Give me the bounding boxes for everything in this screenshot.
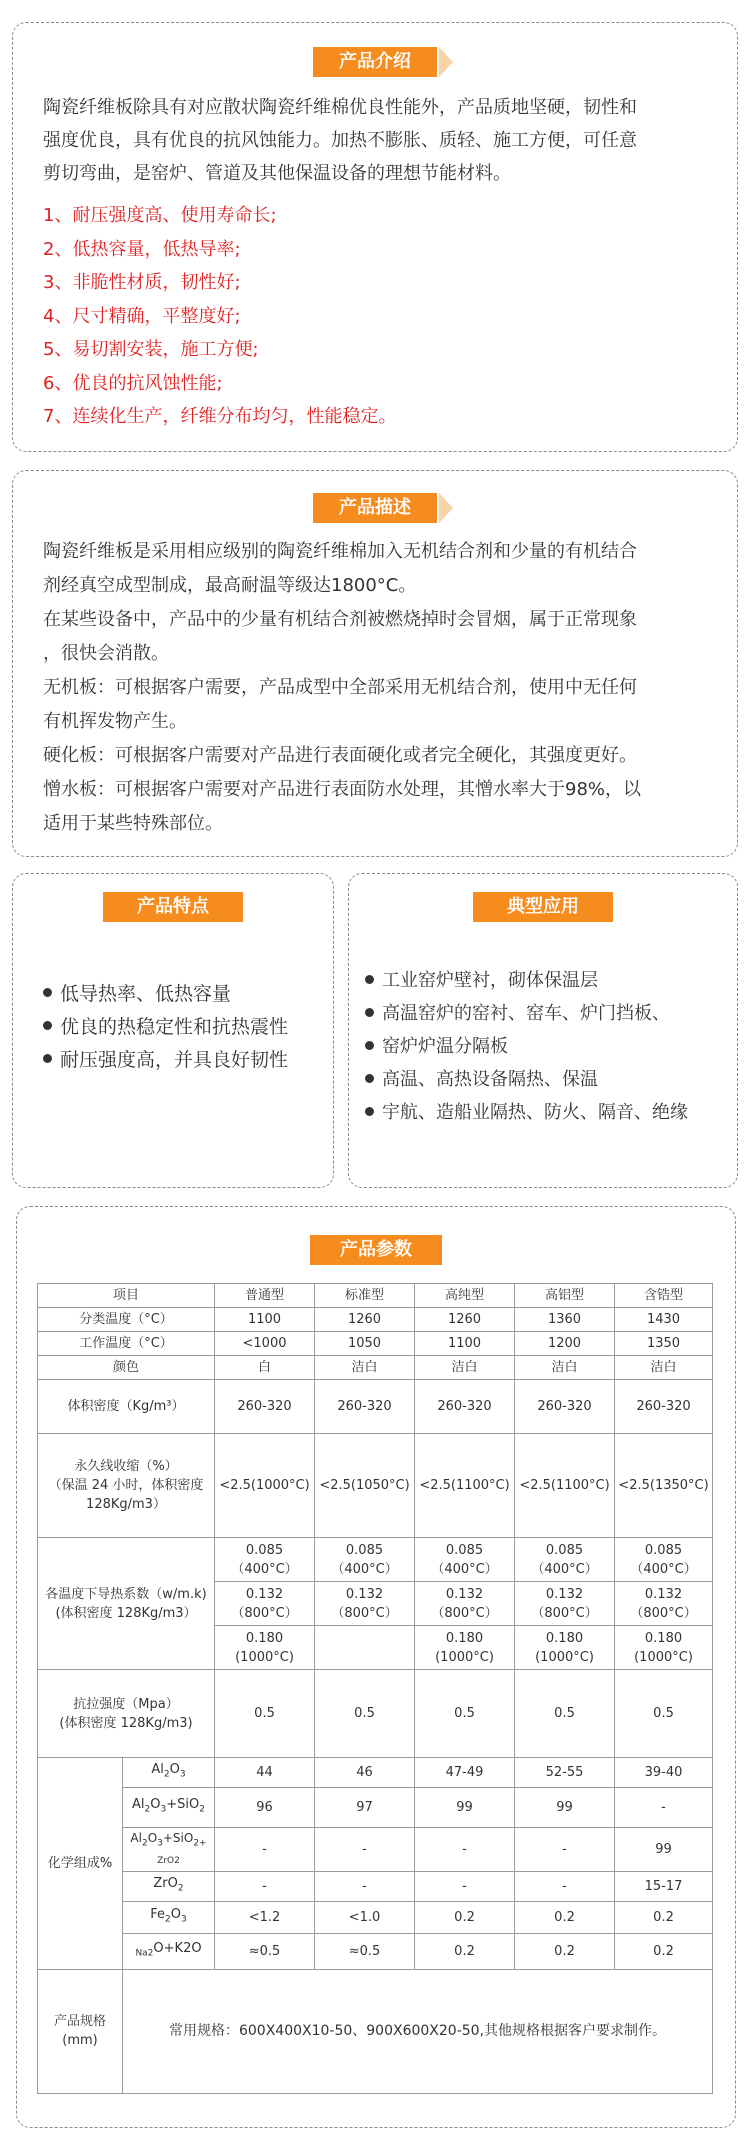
table-cell: <2.5(1100°C) <box>515 1434 615 1538</box>
list-item-text: 优良的热稳定性和抗热震性 <box>60 1016 289 1038</box>
table-row <box>38 1356 713 1380</box>
cell-value: 0.180 <box>644 1630 683 1646</box>
list-item <box>365 997 688 1030</box>
table-row <box>38 1434 713 1538</box>
characteristics-title <box>103 892 243 922</box>
table-row <box>38 1901 713 1933</box>
cell-sub: (1000°C) <box>235 1649 294 1665</box>
row-label <box>38 1434 215 1538</box>
table-cell: 97 <box>315 1787 415 1827</box>
table-row <box>38 1758 713 1788</box>
table-cell: 0.2 <box>515 1901 615 1933</box>
table-cell: <1.0 <box>315 1901 415 1933</box>
table-cell: - <box>315 1871 415 1901</box>
header-cell: 高铝型 <box>515 1284 615 1308</box>
cell-value: 0.180 <box>545 1630 584 1646</box>
characteristics-list <box>43 978 288 1077</box>
cell-value: 0.180 <box>445 1630 484 1646</box>
table-cell: 0.5 <box>215 1670 315 1758</box>
row-label-line: 产品规格 <box>53 2014 106 2030</box>
header-cell: 含锆型 <box>615 1284 713 1308</box>
list-item <box>43 1011 288 1044</box>
table-cell: 白 <box>215 1356 315 1380</box>
row-label: 化学组成% <box>38 1758 123 1970</box>
row-label: 工作温度（°C） <box>38 1332 215 1356</box>
params-title <box>310 1235 442 1265</box>
table-cell: 0.2 <box>615 1933 713 1969</box>
description-line: ，很快会消散。 <box>43 643 169 664</box>
list-item-text: 低导热率、低热容量 <box>60 983 232 1005</box>
table-header-row <box>38 1284 713 1308</box>
table-row <box>38 1308 713 1332</box>
description-title-text: 产品描述 <box>339 497 411 518</box>
bullet-icon <box>365 1041 374 1050</box>
table-cell: 260-320 <box>315 1380 415 1434</box>
feature-item: 2、低热容量，低热导率; <box>43 238 241 260</box>
table-cell <box>315 1582 415 1626</box>
table-cell <box>415 1538 515 1582</box>
table-cell: - <box>515 1871 615 1901</box>
table-row <box>38 1827 713 1871</box>
table-cell: 洁白 <box>415 1356 515 1380</box>
table-cell: <1000 <box>215 1332 315 1356</box>
table-cell: - <box>415 1871 515 1901</box>
table-cell <box>515 1538 615 1582</box>
table-cell <box>515 1626 615 1670</box>
table-cell: 0.2 <box>515 1933 615 1969</box>
cell-value: 0.085 <box>644 1542 683 1558</box>
cell-sub: （800°C） <box>630 1605 697 1621</box>
chem-name: $Al_2O_3+SiO_2$ <box>123 1787 215 1827</box>
row-label: 分类温度（°C） <box>38 1308 215 1332</box>
table-cell: 47-49 <box>415 1758 515 1788</box>
intro-paragraph <box>43 91 637 190</box>
bullet-icon <box>365 975 374 984</box>
header-cell: 标准型 <box>315 1284 415 1308</box>
cell-value: 0.085 <box>445 1542 484 1558</box>
bullet-icon <box>43 988 52 997</box>
bullet-icon <box>43 1054 52 1063</box>
table-cell <box>415 1626 515 1670</box>
table-row <box>38 1787 713 1827</box>
table-cell: 1430 <box>615 1308 713 1332</box>
cell-sub: （800°C） <box>531 1605 598 1621</box>
table-cell: - <box>515 1827 615 1871</box>
row-label-line: (体积密度 128Kg/m3) <box>59 1715 193 1731</box>
table-cell: - <box>415 1827 515 1871</box>
table-cell: - <box>215 1871 315 1901</box>
bullet-icon <box>365 1074 374 1083</box>
table-cell: 99 <box>515 1787 615 1827</box>
cell-value: 0.180 <box>245 1630 284 1646</box>
row-label <box>38 1538 215 1670</box>
bullet-icon <box>365 1107 374 1116</box>
table-cell <box>615 1626 713 1670</box>
table-cell: 260-320 <box>415 1380 515 1434</box>
row-label: 体积密度（Kg/m³） <box>38 1380 215 1434</box>
description-line: 陶瓷纤维板是采用相应级别的陶瓷纤维棉加入无机结合剂和少量的有机结合 <box>43 541 637 562</box>
list-item <box>43 1044 288 1077</box>
cell-value: 0.085 <box>245 1542 284 1558</box>
table-cell: <2.5(1000°C) <box>215 1434 315 1538</box>
badge-arrow-icon <box>439 493 453 523</box>
table-cell: 260-320 <box>615 1380 713 1434</box>
cell-value: 0.085 <box>545 1542 584 1558</box>
table-cell <box>615 1538 713 1582</box>
chem-name: $Al_2O_3+SiO_{2+}$ ZrO2 <box>123 1827 215 1871</box>
table-cell: 0.5 <box>415 1670 515 1758</box>
cell-sub: （800°C） <box>331 1605 398 1621</box>
table-cell: - <box>215 1827 315 1871</box>
table-cell: 0.5 <box>315 1670 415 1758</box>
applications-title <box>473 892 613 922</box>
cell-sub: （400°C） <box>630 1561 697 1577</box>
table-cell: - <box>615 1787 713 1827</box>
table-cell: 1100 <box>415 1332 515 1356</box>
table-cell: - <box>315 1827 415 1871</box>
table-cell: 洁白 <box>315 1356 415 1380</box>
table-cell: 1100 <box>215 1308 315 1332</box>
table-cell <box>615 1582 713 1626</box>
table-cell: 1350 <box>615 1332 713 1356</box>
list-item-text: 耐压强度高，并具良好韧性 <box>60 1049 289 1071</box>
applications-title-text: 典型应用 <box>507 896 579 917</box>
params-table <box>37 1283 713 2094</box>
table-row <box>38 1871 713 1901</box>
cell-value: 0.085 <box>345 1542 384 1558</box>
row-label-line: 各温度下导热系数（w/m.k) <box>45 1586 207 1602</box>
cell-sub: （800°C） <box>431 1605 498 1621</box>
table-cell: 99 <box>415 1787 515 1827</box>
row-label-line: (mm) <box>62 2033 98 2049</box>
table-cell <box>215 1626 315 1670</box>
spec-value: 常用规格：600X400X10-50、900X600X20-50,其他规格根据客户要求制作。 <box>123 1969 713 2093</box>
feature-item: 4、尺寸精确，平整度好; <box>43 305 241 327</box>
header-cell: 高纯型 <box>415 1284 515 1308</box>
list-item-text: 宇航、造船业隔热、防火、隔音、绝缘 <box>382 1102 688 1123</box>
table-cell-empty <box>315 1626 415 1670</box>
table-cell: 1050 <box>315 1332 415 1356</box>
intro-line: 剪切弯曲，是窑炉、管道及其他保温设备的理想节能材料。 <box>43 163 511 184</box>
cell-sub: (1000°C) <box>435 1649 494 1665</box>
description-line: 硬化板：可根据客户需要对产品进行表面硬化或者完全硬化，其强度更好。 <box>43 745 637 766</box>
table-cell: 0.5 <box>515 1670 615 1758</box>
chem-name: $Fe_2O_3$ <box>123 1901 215 1933</box>
cell-value: 0.132 <box>545 1586 584 1602</box>
header-cell: 普通型 <box>215 1284 315 1308</box>
table-row <box>38 1380 713 1434</box>
cell-sub: (1000°C) <box>634 1649 693 1665</box>
feature-item: 6、优良的抗风蚀性能; <box>43 372 223 394</box>
description-title <box>313 493 437 523</box>
feature-item: 5、易切割安装，施工方便; <box>43 339 259 360</box>
table-row <box>38 1969 713 2093</box>
table-cell: ≈0.5 <box>315 1933 415 1969</box>
row-label <box>38 1969 123 2093</box>
table-cell: 洁白 <box>615 1356 713 1380</box>
chem-name: ZrO$_2$ <box>123 1871 215 1901</box>
description-section <box>12 470 738 857</box>
table-cell: 52-55 <box>515 1758 615 1788</box>
cell-sub: （400°C） <box>431 1561 498 1577</box>
table-cell: <2.5(1100°C) <box>415 1434 515 1538</box>
table-row <box>38 1670 713 1758</box>
table-row <box>38 1538 713 1582</box>
chem-name: $Al_2O_3$ <box>123 1758 215 1788</box>
cell-sub: （800°C） <box>231 1605 298 1621</box>
cell-sub: (1000°C) <box>535 1649 594 1665</box>
list-item <box>43 978 288 1011</box>
feature-item: 1、耐压强度高、使用寿命长; <box>43 205 277 226</box>
table-cell: 1200 <box>515 1332 615 1356</box>
table-cell: 0.2 <box>415 1901 515 1933</box>
table-cell: 1260 <box>315 1308 415 1332</box>
characteristics-title-text: 产品特点 <box>137 896 209 917</box>
table-cell: 99 <box>615 1827 713 1871</box>
cell-sub: （400°C） <box>231 1561 298 1577</box>
table-cell: 0.5 <box>615 1670 713 1758</box>
feature-item: 7、连续化生产，纤维分布均匀，性能稳定。 <box>43 406 397 427</box>
description-line: 无机板：可根据客户需要，产品成型中全部采用无机结合剂，使用中无任何 <box>43 677 637 698</box>
table-cell: <2.5(1350°C) <box>615 1434 713 1538</box>
intro-line: 强度优良，具有优良的抗风蚀能力。加热不膨胀、质轻、施工方便，可任意 <box>43 130 637 151</box>
cell-value: 0.132 <box>345 1586 384 1602</box>
cell-sub: （400°C） <box>331 1561 398 1577</box>
cell-value: 0.132 <box>445 1586 484 1602</box>
cell-sub: （400°C） <box>531 1561 598 1577</box>
list-item <box>365 1030 688 1063</box>
table-cell: 0.2 <box>615 1901 713 1933</box>
description-text <box>43 535 641 841</box>
row-label-line: （保温 24 小时，体积密度 <box>48 1478 204 1493</box>
table-cell: 96 <box>215 1787 315 1827</box>
list-item-text: 窑炉炉温分隔板 <box>382 1036 508 1057</box>
description-line: 憎水板：可根据客户需要对产品进行表面防水处理，其憎水率大于98%，以 <box>43 779 642 800</box>
description-line: 在某些设备中，产品中的少量有机结合剂被燃烧掉时会冒烟，属于正常现象 <box>43 609 637 630</box>
table-cell: 260-320 <box>515 1380 615 1434</box>
row-label <box>38 1670 215 1758</box>
row-label-line: 永久线收缩（%） <box>74 1459 178 1474</box>
params-title-text: 产品参数 <box>340 1239 412 1260</box>
intro-title-text: 产品介绍 <box>339 51 411 72</box>
bullet-icon <box>365 1008 374 1017</box>
table-cell <box>215 1538 315 1582</box>
table-cell <box>415 1582 515 1626</box>
table-cell <box>215 1582 315 1626</box>
characteristics-section <box>12 873 334 1188</box>
badge-arrow-icon <box>439 47 453 77</box>
table-cell: ≈0.5 <box>215 1933 315 1969</box>
row-label-line: (体积密度 128Kg/m3） <box>55 1605 197 1621</box>
list-item <box>365 964 688 997</box>
table-cell: 1360 <box>515 1308 615 1332</box>
table-cell <box>515 1582 615 1626</box>
row-label: 颜色 <box>38 1356 215 1380</box>
feature-item: 3、非脆性材质，韧性好; <box>43 272 241 293</box>
table-cell <box>315 1538 415 1582</box>
row-label-line: 128Kg/m3） <box>86 1497 166 1512</box>
table-cell: <2.5(1050°C) <box>315 1434 415 1538</box>
description-line: 剂经真空成型制成，最高耐温等级达1800°C。 <box>43 575 417 596</box>
table-cell: 260-320 <box>215 1380 315 1434</box>
table-cell: 洁白 <box>515 1356 615 1380</box>
chem-name: $_{Na2}$O+K2O <box>123 1933 215 1969</box>
row-label-line: 抗拉强度（Mpa） <box>73 1696 179 1712</box>
table-row <box>38 1332 713 1356</box>
cell-value: 0.132 <box>245 1586 284 1602</box>
table-cell: 39-40 <box>615 1758 713 1788</box>
bullet-icon <box>43 1021 52 1030</box>
list-item-text: 高温窑炉的窑衬、窑车、炉门挡板、 <box>382 1003 670 1024</box>
table-cell: <1.2 <box>215 1901 315 1933</box>
intro-features <box>43 199 396 434</box>
list-item-text: 高温、高热设备隔热、保温 <box>382 1069 598 1090</box>
intro-line: 陶瓷纤维板除具有对应散状陶瓷纤维棉优良性能外，产品质地坚硬，韧性和 <box>43 97 637 118</box>
table-cell: 15-17 <box>615 1871 713 1901</box>
intro-title <box>313 47 437 77</box>
applications-section <box>348 873 738 1188</box>
list-item <box>365 1063 688 1096</box>
table-cell: 46 <box>315 1758 415 1788</box>
list-item-text: 工业窑炉壁衬，砌体保温层 <box>382 970 598 991</box>
table-row <box>38 1933 713 1969</box>
list-item <box>365 1096 688 1129</box>
table-cell: 44 <box>215 1758 315 1788</box>
description-line: 适用于某些特殊部位。 <box>43 813 223 834</box>
description-line: 有机挥发物产生。 <box>43 711 187 732</box>
cell-value: 0.132 <box>644 1586 683 1602</box>
applications-list <box>365 964 688 1129</box>
table-cell: 0.2 <box>415 1933 515 1969</box>
table-cell: 1260 <box>415 1308 515 1332</box>
intro-section <box>12 22 738 452</box>
header-cell: 项目 <box>38 1284 215 1308</box>
